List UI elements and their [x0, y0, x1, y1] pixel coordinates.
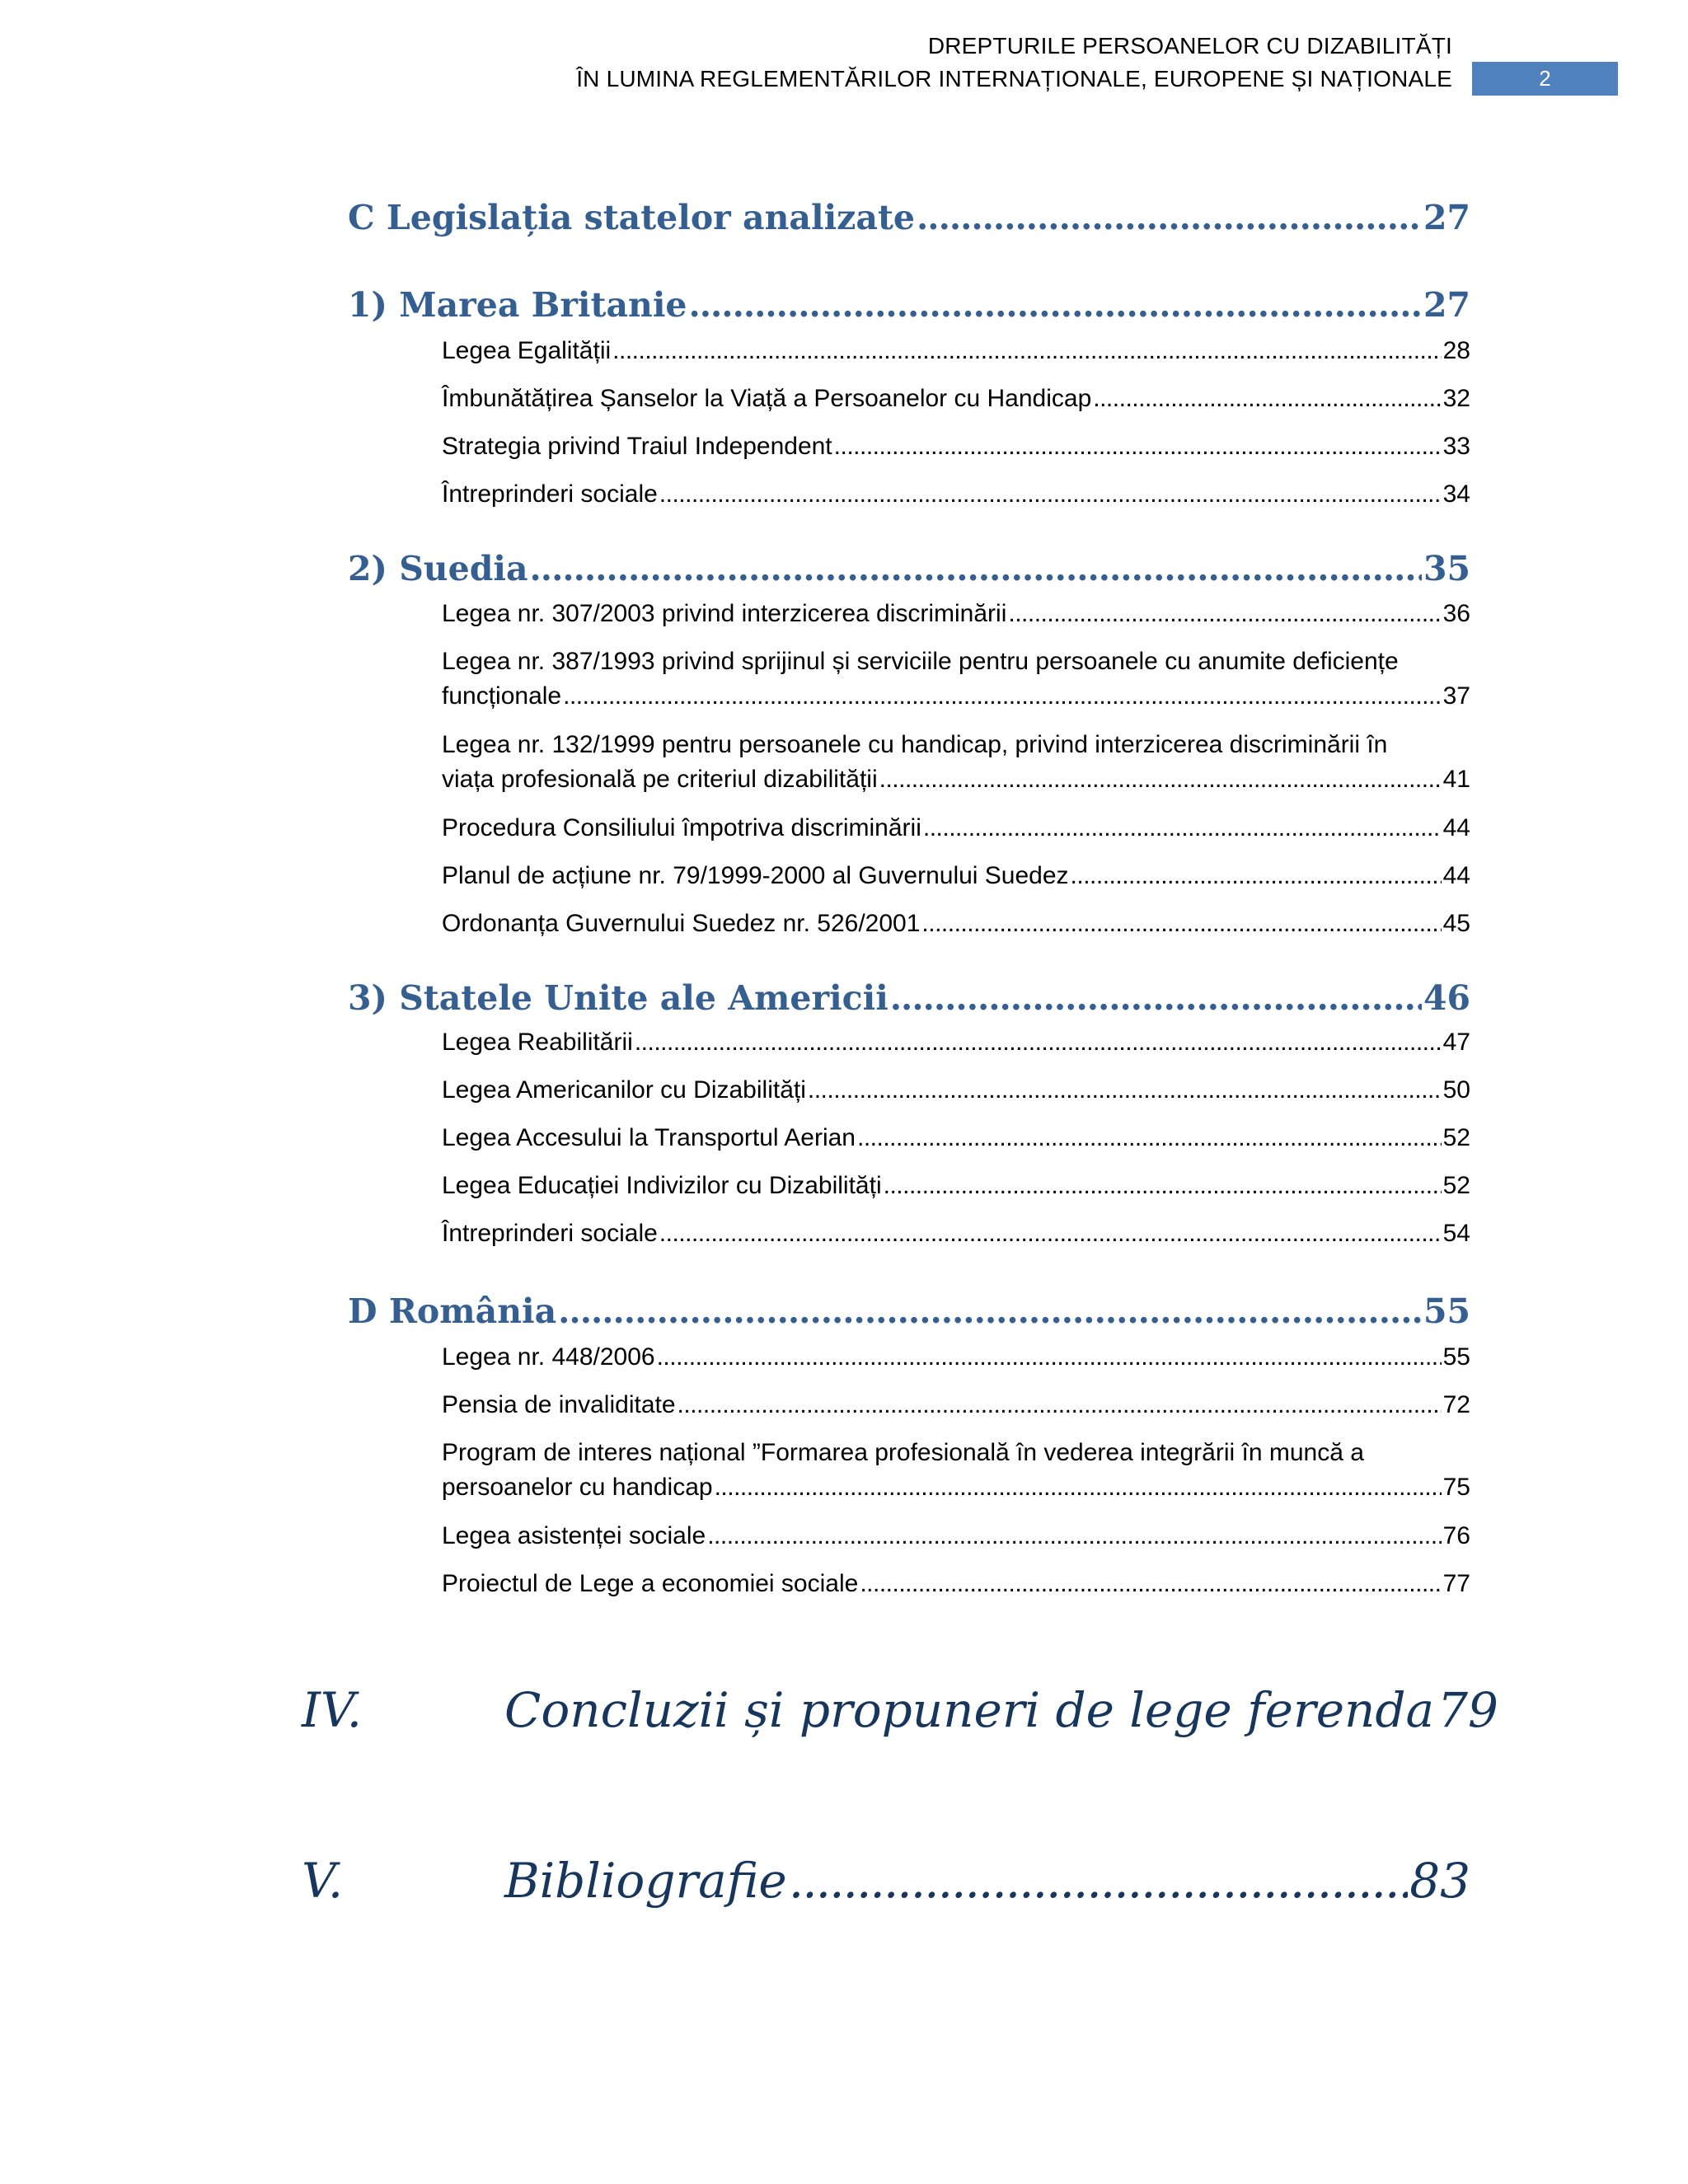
toc-item-label-line-1: Program de interes național ”Formarea profesională în vederea integrării în muncă a — [442, 1439, 1364, 1466]
toc-item-label-line-2: funcționale — [442, 682, 562, 710]
toc-chapter-number: V. — [302, 1853, 344, 1909]
toc-item-label-line-2: viața profesională pe criteriul dizabilității — [442, 766, 878, 793]
toc-item[interactable] — [442, 382, 1470, 416]
toc-chapter-label: Bibliografie — [504, 1853, 787, 1909]
toc-page-number: 32 — [1442, 385, 1470, 412]
toc-item[interactable] — [442, 1388, 1470, 1422]
toc-leader-dots — [923, 811, 1442, 846]
toc-page-number: 44 — [1442, 862, 1470, 889]
toc-leader-dots — [530, 547, 1422, 590]
toc-page-number: 55 — [1442, 1343, 1470, 1371]
toc-leader-dots — [1008, 597, 1441, 631]
toc-item[interactable] — [442, 1340, 1470, 1375]
toc-item[interactable] — [442, 728, 1470, 797]
toc-item[interactable] — [442, 1436, 1470, 1505]
toc-section-label: D România — [348, 1291, 557, 1331]
toc-leader-dots — [558, 1290, 1422, 1333]
toc-chapter-label: Concluzii și propuneri de lege ferenda — [504, 1682, 1435, 1738]
toc-page-number: 41 — [1442, 766, 1470, 793]
toc-leader-dots — [635, 1025, 1442, 1060]
page-number-badge: 2 — [1472, 62, 1618, 96]
toc-item[interactable] — [442, 1121, 1470, 1155]
toc-item[interactable] — [442, 334, 1470, 368]
toc-item-label: Întreprinderi sociale — [442, 480, 658, 508]
toc-page-number: 27 — [1423, 285, 1470, 325]
toc-item[interactable] — [442, 859, 1470, 893]
toc-page-number: 33 — [1442, 433, 1470, 460]
toc-page-number: 55 — [1423, 1291, 1470, 1331]
toc-item-label: Pensia de invaliditate — [442, 1391, 676, 1418]
toc-section-c[interactable] — [348, 196, 1470, 239]
toc-page-number: 77 — [1442, 1570, 1470, 1597]
toc-leader-dots — [715, 1470, 1442, 1505]
toc-page-number: 36 — [1442, 600, 1470, 627]
toc-section-romania[interactable] — [348, 1290, 1470, 1333]
toc-page-number: 27 — [1423, 198, 1470, 237]
toc-page-number: 28 — [1442, 337, 1470, 364]
toc-item-label: Legea asistenței sociale — [442, 1522, 706, 1549]
toc-item-label: Procedura Consiliului împotriva discriminării — [442, 814, 921, 841]
toc-page-number: 83 — [1409, 1853, 1470, 1909]
toc-leader-dots — [1093, 382, 1441, 416]
toc-chapter-bibliography[interactable] — [504, 1852, 1470, 1910]
toc-leader-dots — [789, 1852, 1408, 1910]
toc-item-label-line-2: persoanelor cu handicap — [442, 1474, 713, 1501]
toc-item-label: Legea Accesului la Transportul Aerian — [442, 1124, 856, 1151]
toc-leader-dots — [678, 1388, 1442, 1422]
toc-section-sweden[interactable] — [348, 547, 1470, 590]
toc-leader-dots — [563, 679, 1442, 714]
toc-section-label: 1) Marea Britanie — [348, 285, 687, 325]
toc-page-number: 52 — [1442, 1124, 1470, 1151]
toc-item[interactable] — [442, 644, 1470, 714]
toc-item-label: Planul de acțiune nr. 79/1999-2000 al Guvernului Suedez — [442, 862, 1069, 889]
toc-item[interactable] — [442, 1169, 1470, 1203]
toc-leader-dots — [921, 907, 1441, 941]
toc-item-label: Întreprinderi sociale — [442, 1220, 658, 1247]
toc-page-number: 34 — [1442, 480, 1470, 508]
header-title-line-2: ÎN LUMINA REGLEMENTĂRILOR INTERNAȚIONALE, EUROPENE ȘI NAȚIONALE — [576, 66, 1452, 91]
toc-chapter-conclusions[interactable] — [504, 1681, 1498, 1739]
toc-item[interactable] — [442, 429, 1470, 464]
toc-item-label: Strategia privind Traiul Independent — [442, 433, 832, 460]
toc-leader-dots — [834, 429, 1442, 464]
toc-item-label: Legea Americanilor cu Dizabilități — [442, 1076, 806, 1104]
toc-page-number: 35 — [1423, 549, 1470, 588]
toc-item-label: Ordonanța Guvernului Suedez nr. 526/2001 — [442, 910, 921, 937]
toc-page-number: 46 — [1423, 978, 1470, 1018]
toc-page-number: 47 — [1442, 1029, 1470, 1056]
toc-item-label-line-1: Legea nr. 132/1999 pentru persoanele cu handicap, privind interzicerea discriminării în — [442, 731, 1388, 758]
toc-page-number: 75 — [1442, 1474, 1470, 1501]
toc-item[interactable] — [442, 1567, 1470, 1601]
toc-section-label: 3) Statele Unite ale Americii — [348, 978, 889, 1018]
toc-page-number: 44 — [1442, 814, 1470, 841]
toc-leader-dots — [808, 1073, 1442, 1108]
toc-leader-dots — [1071, 859, 1442, 893]
toc-item[interactable] — [442, 907, 1470, 941]
toc-item-label-line-1: Legea nr. 387/1993 privind sprijinul și serviciile pentru persoanele cu anumite deficiențe — [442, 648, 1399, 675]
toc-item-label: Îmbunătățirea Șanselor la Viață a Persoanelor cu Handicap — [442, 385, 1092, 412]
toc-page-number: 52 — [1442, 1172, 1470, 1199]
toc-leader-dots — [917, 196, 1422, 239]
toc-item-label: Legea nr. 448/2006 — [442, 1343, 655, 1371]
toc-page-number: 45 — [1442, 910, 1470, 937]
toc-item[interactable] — [442, 1216, 1470, 1251]
toc-item[interactable] — [442, 597, 1470, 631]
toc-page-number: 76 — [1442, 1522, 1470, 1549]
toc-item[interactable] — [442, 1519, 1470, 1554]
toc-item-label: Legea Educației Indivizilor cu Dizabilități — [442, 1172, 882, 1199]
toc-leader-dots — [890, 977, 1422, 1019]
toc-leader-dots — [659, 1216, 1442, 1251]
toc-leader-dots — [688, 284, 1421, 326]
toc-page-number: 79 — [1437, 1682, 1498, 1738]
toc-leader-dots — [612, 334, 1441, 368]
toc-section-usa[interactable] — [348, 977, 1470, 1019]
toc-leader-dots — [657, 1340, 1442, 1375]
toc-leader-dots — [860, 1567, 1441, 1601]
toc-section-uk[interactable] — [348, 284, 1470, 326]
toc-item[interactable] — [442, 1073, 1470, 1108]
toc-item-label: Legea Egalității — [442, 337, 612, 364]
toc-page-number: 54 — [1442, 1220, 1470, 1247]
toc-leader-dots — [659, 477, 1442, 512]
toc-item[interactable] — [442, 811, 1470, 846]
toc-item-label: Proiectul de Lege a economiei sociale — [442, 1570, 859, 1597]
toc-item[interactable] — [442, 477, 1470, 512]
toc-leader-dots — [884, 1169, 1442, 1203]
toc-section-label: C Legislația statelor analizate — [348, 198, 916, 237]
toc-item-label: Legea Reabilitării — [442, 1029, 633, 1056]
toc-chapter-number: IV. — [302, 1682, 363, 1738]
toc-section-label: 2) Suedia — [348, 549, 528, 588]
toc-item-label: Legea nr. 307/2003 privind interzicerea discriminării — [442, 600, 1007, 627]
toc-page-number: 72 — [1442, 1391, 1470, 1418]
toc-item[interactable] — [442, 1025, 1470, 1060]
toc-page-number: 50 — [1442, 1076, 1470, 1104]
toc-leader-dots — [857, 1121, 1442, 1155]
toc-leader-dots — [707, 1519, 1441, 1554]
toc-leader-dots — [879, 762, 1442, 797]
toc-page-number: 37 — [1442, 682, 1470, 710]
header-title-line-1: DREPTURILE PERSOANELOR CU DIZABILITĂȚI — [927, 33, 1452, 59]
